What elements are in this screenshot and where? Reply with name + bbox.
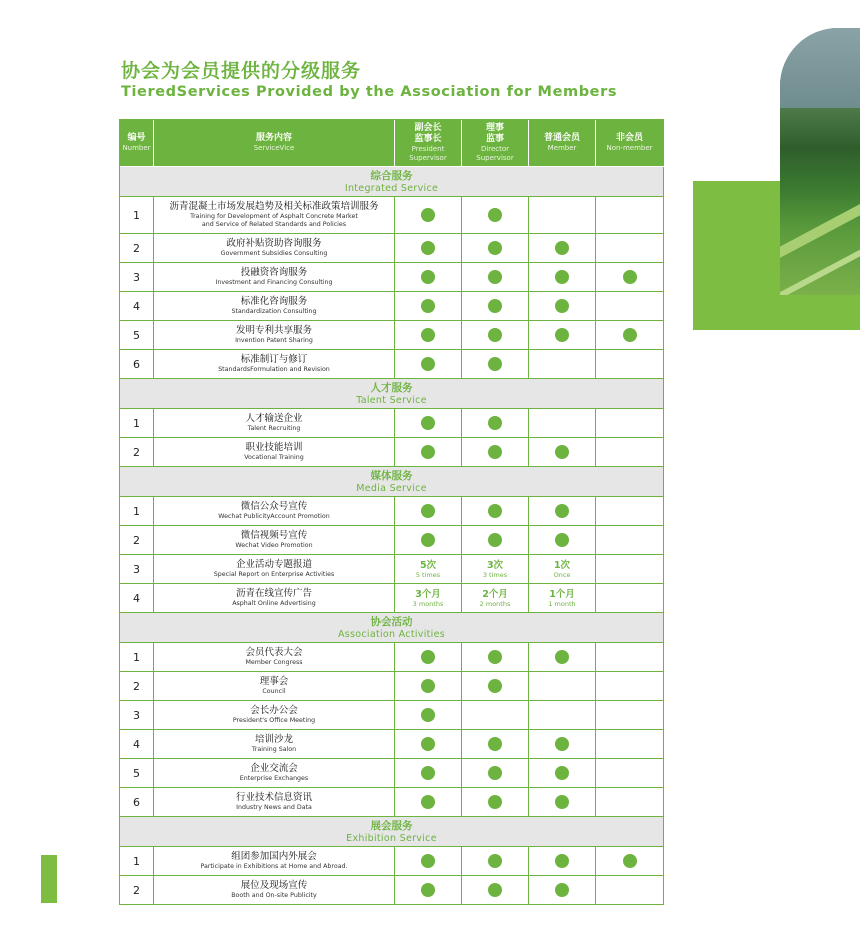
section-exhibition: 展会服务 Exhibition Service (120, 817, 664, 846)
check-dot-icon (488, 737, 502, 751)
table-row: 5 企业交流会 Enterprise Exchanges (120, 759, 664, 788)
header-director: 理事 监事 Director Supervisor (462, 120, 529, 166)
check-dot-icon (488, 357, 502, 371)
table-row: 5 发明专利共享服务 Invention Patent Sharing (120, 321, 664, 350)
table-header (120, 120, 664, 167)
check-dot-icon (421, 328, 435, 342)
check-dot-icon (555, 883, 569, 897)
table-row: 2 理事会 Council (120, 672, 664, 701)
quota-value: 3个月 3 months (395, 584, 462, 612)
check-dot-icon (421, 766, 435, 780)
table-row: 3 会长办公会 President's Office Meeting (120, 701, 664, 730)
table-row: 4 培训沙龙 Training Salon (120, 730, 664, 759)
check-dot-icon (421, 883, 435, 897)
check-dot-icon (488, 795, 502, 809)
table-row: 2 展位及现场宣传 Booth and On-site Publicity (120, 876, 664, 905)
table-row: 1 人才输送企业 Talent Recruiting (120, 409, 664, 438)
check-dot-icon (555, 328, 569, 342)
quota-value: 3次 3 times (462, 555, 529, 583)
check-dot-icon (421, 445, 435, 459)
check-dot-icon (421, 504, 435, 518)
header-number: 编号 Number (120, 120, 154, 166)
check-dot-icon (555, 533, 569, 547)
header-vice-president: 副会长 监事长 President Supervisor (395, 120, 462, 166)
table-row: 3 企业活动专题报道 Special Report on Enterprise Activities 5次 5 times 3次 3 times 1次 Once (120, 555, 664, 584)
quota-value: 1个月 1 month (529, 584, 596, 612)
check-dot-icon (555, 854, 569, 868)
check-dot-icon (488, 241, 502, 255)
check-dot-icon (488, 504, 502, 518)
table-row: 4 沥青在线宣传广告 Asphalt Online Advertising 3个月 3 months 2个月 2 months 1个月 1 month (120, 584, 664, 613)
table-row: 6 行业技术信息资讯 Industry News and Data (120, 788, 664, 817)
page-title-cn: 协会为会员提供的分级服务 (121, 60, 362, 82)
section-integrated: 综合服务 Integrated Service (120, 167, 664, 196)
tiered-services-table (119, 119, 664, 905)
quota-value: 5次 5 times (395, 555, 462, 583)
check-dot-icon (555, 737, 569, 751)
decorative-green-bar (41, 855, 57, 903)
quota-value: 1次 Once (529, 555, 596, 583)
check-dot-icon (421, 679, 435, 693)
check-dot-icon (421, 357, 435, 371)
table-row: 4 标准化咨询服务 Standardization Consulting (120, 292, 664, 321)
check-dot-icon (421, 299, 435, 313)
check-dot-icon (488, 270, 502, 284)
header-member: 普通会员 Member (529, 120, 596, 166)
check-dot-icon (555, 241, 569, 255)
header-service: 服务内容 ServiceVice (154, 120, 395, 166)
check-dot-icon (421, 416, 435, 430)
page-title-en: TieredServices Provided by the Association for Members (121, 84, 618, 100)
table-row: 1 微信公众号宣传 Wechat PublicityAccount Promotion (120, 497, 664, 526)
check-dot-icon (488, 299, 502, 313)
table-row: 3 投融资咨询服务 Investment and Financing Consulting (120, 263, 664, 292)
check-dot-icon (555, 299, 569, 313)
check-dot-icon (555, 270, 569, 284)
section-activities: 协会活动 Association Activities (120, 613, 664, 642)
table-row: 1 会员代表大会 Member Congress (120, 643, 664, 672)
check-dot-icon (421, 533, 435, 547)
check-dot-icon (488, 854, 502, 868)
section-media: 媒体服务 Media Service (120, 467, 664, 496)
check-dot-icon (555, 766, 569, 780)
table-row: 1 组团参加国内外展会 Participate in Exhibitions at Home and Abroad. (120, 847, 664, 876)
check-dot-icon (555, 795, 569, 809)
header-non-member: 非会员 Non-member (596, 120, 664, 166)
check-dot-icon (421, 270, 435, 284)
check-dot-icon (488, 679, 502, 693)
check-dot-icon (421, 737, 435, 751)
quota-value: 2个月 2 months (462, 584, 529, 612)
check-dot-icon (488, 328, 502, 342)
check-dot-icon (623, 328, 637, 342)
check-dot-icon (488, 208, 502, 222)
table-row: 2 职业技能培训 Vocational Training (120, 438, 664, 467)
check-dot-icon (488, 650, 502, 664)
check-dot-icon (488, 883, 502, 897)
table-row: 2 微信视频号宣传 Wechat Video Promotion (120, 526, 664, 555)
check-dot-icon (421, 854, 435, 868)
check-dot-icon (421, 208, 435, 222)
check-dot-icon (623, 270, 637, 284)
check-dot-icon (555, 650, 569, 664)
check-dot-icon (421, 795, 435, 809)
check-dot-icon (421, 241, 435, 255)
check-dot-icon (555, 504, 569, 518)
check-dot-icon (421, 650, 435, 664)
table-row: 2 政府补贴资助咨询服务 Government Subsidies Consulting (120, 234, 664, 263)
check-dot-icon (488, 416, 502, 430)
section-talent: 人才服务 Talent Service (120, 379, 664, 408)
table-row: 1 沥青混凝土市场发展趋势及相关标准政策培训服务 Training for Development of Asphalt Concrete Market and Service of Related Standards and Policies (120, 197, 664, 234)
check-dot-icon (488, 766, 502, 780)
check-dot-icon (555, 445, 569, 459)
check-dot-icon (421, 708, 435, 722)
aerial-road-photo (780, 28, 860, 295)
table-row: 6 标准制订与修订 StandardsFormulation and Revision (120, 350, 664, 379)
check-dot-icon (623, 854, 637, 868)
check-dot-icon (488, 445, 502, 459)
check-dot-icon (488, 533, 502, 547)
